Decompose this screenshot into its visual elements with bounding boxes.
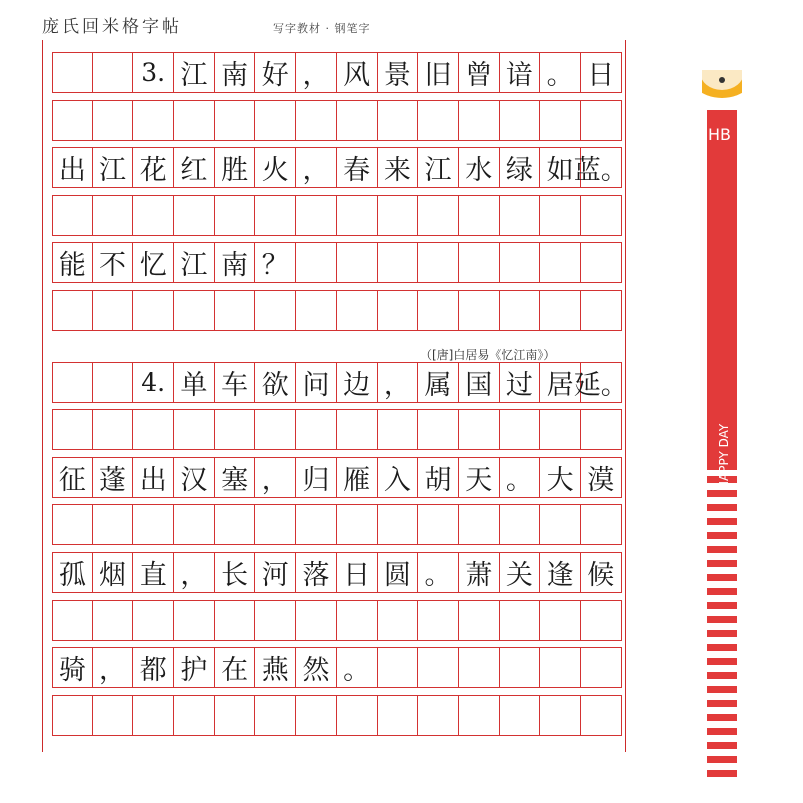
- grid-row: [52, 362, 628, 403]
- grid-cell: 车: [215, 362, 256, 403]
- grid-cell: 萧: [459, 552, 500, 593]
- grid-cell: 孤: [52, 552, 93, 593]
- grid-cell: [459, 100, 500, 141]
- grid-cell: [459, 504, 500, 545]
- grid-cell: [337, 600, 378, 641]
- grid-cell: [296, 195, 337, 236]
- grid-cell: [418, 409, 459, 450]
- pencil-striped-body: [707, 470, 737, 782]
- grid-cell: [540, 695, 581, 736]
- grid-cell: 候: [581, 552, 622, 593]
- grid-cell: [500, 600, 541, 641]
- grid-cell: [52, 290, 93, 331]
- grid-cell: 圆: [378, 552, 419, 593]
- grid-cell: [93, 100, 134, 141]
- grid-cell: 日: [581, 52, 622, 93]
- grid-cell: [93, 504, 134, 545]
- grid-cell: [337, 695, 378, 736]
- grid-cell: [133, 195, 174, 236]
- grid-cell: [500, 504, 541, 545]
- grid-cell: [581, 600, 622, 641]
- pencil-side-label: HAPPY DAY: [717, 423, 731, 490]
- grid-cell: [378, 409, 419, 450]
- grid-cell: [581, 290, 622, 331]
- grid-cell: [459, 290, 500, 331]
- grid-cell: 南: [215, 52, 256, 93]
- grid-cell: [540, 600, 581, 641]
- grid-cell: 旧: [418, 52, 459, 93]
- grid-cell: 塞: [215, 457, 256, 498]
- grid-cell: 红: [174, 147, 215, 188]
- grid-row: [52, 100, 622, 141]
- grid-cell: [459, 242, 500, 283]
- grid-cell: 在: [215, 647, 256, 688]
- grid-cell: [418, 504, 459, 545]
- grid-cell: [133, 695, 174, 736]
- grid-row: [52, 457, 622, 498]
- grid-cell: [133, 290, 174, 331]
- grid-cell: [581, 100, 622, 141]
- grid-cell: 都: [133, 647, 174, 688]
- grid-cell: [459, 647, 500, 688]
- grid-cell: 单: [174, 362, 215, 403]
- pencil-body: [707, 110, 737, 470]
- pencil-grade-label: HB: [708, 125, 732, 144]
- grid-cell: [174, 504, 215, 545]
- grid-cell: [133, 409, 174, 450]
- grid-cell: [378, 195, 419, 236]
- grid-cell: 征: [52, 457, 93, 498]
- grid-cell: [540, 647, 581, 688]
- grid-cell: [500, 647, 541, 688]
- grid-cell: 入: [378, 457, 419, 498]
- grid-cell: 问: [296, 362, 337, 403]
- grid-cell: 蓝。: [581, 147, 622, 188]
- grid-cell: 居: [540, 362, 581, 403]
- grid-cell: [459, 600, 500, 641]
- grid-cell: [378, 600, 419, 641]
- grid-row: [52, 695, 622, 736]
- grid-cell: [255, 600, 296, 641]
- grid-cell: ？: [255, 242, 296, 283]
- sheet-subtitle: 写字教材 · 钢笔字: [273, 22, 371, 35]
- grid-cell: 不: [93, 242, 134, 283]
- grid-row: [52, 552, 622, 593]
- grid-cell: [174, 195, 215, 236]
- grid-cell: 过: [500, 362, 541, 403]
- grid-cell: 落: [296, 552, 337, 593]
- grid-cell: 逢: [540, 552, 581, 593]
- grid-cell: 关: [500, 552, 541, 593]
- grid-cell: 骑: [52, 647, 93, 688]
- grid-cell: 。: [418, 552, 459, 593]
- grid-cell: [459, 195, 500, 236]
- grid-cell: 谙: [500, 52, 541, 93]
- grid-cell: 江: [93, 147, 134, 188]
- grid-cell: 雁: [337, 457, 378, 498]
- grid-cell: 花: [133, 147, 174, 188]
- grid-cell: 出: [52, 147, 93, 188]
- grid-cell: 延。: [581, 362, 622, 403]
- grid-cell: 直: [133, 552, 174, 593]
- grid-cell: 如: [540, 147, 581, 188]
- grid-cell: [500, 695, 541, 736]
- grid-cell: [581, 647, 622, 688]
- grid-cell: 江: [174, 242, 215, 283]
- grid-cell: [337, 100, 378, 141]
- grid-cell: 欲: [255, 362, 296, 403]
- grid-cell: [581, 242, 622, 283]
- poem-attribution: （[唐]白居易《忆江南》）: [420, 348, 556, 362]
- grid-cell: [215, 195, 256, 236]
- grid-cell: 属: [418, 362, 459, 403]
- grid-cell: [378, 242, 419, 283]
- grid-cell: [174, 695, 215, 736]
- grid-cell: ，: [255, 457, 296, 498]
- grid-row: [52, 647, 622, 688]
- grid-cell: 漠: [581, 457, 622, 498]
- grid-cell: 天: [459, 457, 500, 498]
- grid-cell: [337, 290, 378, 331]
- grid-cell: 日: [337, 552, 378, 593]
- grid-cell: [500, 290, 541, 331]
- grid-cell: [581, 195, 622, 236]
- grid-cell: 能: [52, 242, 93, 283]
- grid-cell: [296, 242, 337, 283]
- grid-cell: 烟: [93, 552, 134, 593]
- grid-cell: [296, 504, 337, 545]
- grid-cell: [52, 52, 93, 93]
- grid-cell: [581, 409, 622, 450]
- grid-row: [52, 290, 622, 331]
- grid-cell: [337, 195, 378, 236]
- grid-cell: [255, 195, 296, 236]
- grid-cell: [174, 100, 215, 141]
- grid-cell: [174, 409, 215, 450]
- grid-cell: [459, 409, 500, 450]
- pencil-illustration: [702, 70, 742, 782]
- grid-cell: [215, 100, 256, 141]
- fox-eraser-icon: [702, 70, 742, 98]
- grid-cell: [296, 600, 337, 641]
- grid-cell: [418, 647, 459, 688]
- grid-cell: [255, 290, 296, 331]
- grid-cell: 胜: [215, 147, 256, 188]
- grid-row: [52, 195, 622, 236]
- grid-cell: [93, 409, 134, 450]
- grid-cell: [93, 52, 134, 93]
- grid-cell: [418, 695, 459, 736]
- grid-cell: 绿: [500, 147, 541, 188]
- grid-cell: [540, 409, 581, 450]
- grid-cell: [52, 100, 93, 141]
- grid-cell: 4.: [133, 362, 174, 403]
- grid-cell: 大: [540, 457, 581, 498]
- grid-cell: [540, 242, 581, 283]
- grid-cell: [418, 195, 459, 236]
- grid-cell: [255, 504, 296, 545]
- grid-cell: 汉: [174, 457, 215, 498]
- grid-cell: 蓬: [93, 457, 134, 498]
- grid-cell: 来: [378, 147, 419, 188]
- grid-cell: ，: [93, 647, 134, 688]
- grid-cell: [296, 695, 337, 736]
- grid-cell: [215, 504, 256, 545]
- grid-cell: [378, 504, 419, 545]
- grid-cell: [418, 290, 459, 331]
- grid-cell: [93, 362, 134, 403]
- grid-cell: [540, 504, 581, 545]
- grid-cell: ，: [174, 552, 215, 593]
- grid-cell: 水: [459, 147, 500, 188]
- grid-cell: [540, 195, 581, 236]
- grid-cell: ，: [378, 362, 419, 403]
- grid-cell: [337, 242, 378, 283]
- grid-cell: 归: [296, 457, 337, 498]
- grid-cell: [459, 695, 500, 736]
- grid-cell: 。: [540, 52, 581, 93]
- grid-row: [52, 147, 628, 188]
- grid-cell: [296, 100, 337, 141]
- grid-cell: [215, 409, 256, 450]
- grid-cell: [500, 242, 541, 283]
- grid-cell: [93, 600, 134, 641]
- grid-row: [52, 409, 622, 450]
- grid-cell: [215, 290, 256, 331]
- grid-cell: [418, 600, 459, 641]
- grid-cell: [52, 409, 93, 450]
- grid-cell: [500, 100, 541, 141]
- grid-cell: 风: [337, 52, 378, 93]
- grid-cell: 燕: [255, 647, 296, 688]
- grid-cell: [255, 100, 296, 141]
- grid-cell: 胡: [418, 457, 459, 498]
- grid-cell: [418, 100, 459, 141]
- grid-cell: 忆: [133, 242, 174, 283]
- grid-cell: [215, 695, 256, 736]
- grid-cell: 江: [418, 147, 459, 188]
- grid-cell: ，: [296, 147, 337, 188]
- grid-cell: 景: [378, 52, 419, 93]
- grid-cell: 。: [337, 647, 378, 688]
- grid-cell: 国: [459, 362, 500, 403]
- grid-cell: [52, 600, 93, 641]
- grid-cell: [581, 504, 622, 545]
- grid-cell: [255, 409, 296, 450]
- grid-cell: 长: [215, 552, 256, 593]
- grid-cell: [93, 290, 134, 331]
- grid-cell: [93, 695, 134, 736]
- grid-cell: [296, 409, 337, 450]
- grid-cell: [52, 695, 93, 736]
- grid-cell: [52, 195, 93, 236]
- grid-cell: 南: [215, 242, 256, 283]
- grid-cell: [133, 100, 174, 141]
- grid-cell: [52, 504, 93, 545]
- grid-cell: [378, 290, 419, 331]
- grid-row: [52, 52, 622, 93]
- sheet-title: 庞氏回米格字帖: [42, 17, 182, 37]
- grid-cell: [500, 195, 541, 236]
- grid-cell: [133, 600, 174, 641]
- grid-row: [52, 504, 622, 545]
- grid-cell: [133, 504, 174, 545]
- grid-cell: 护: [174, 647, 215, 688]
- grid-cell: [52, 362, 93, 403]
- grid-cell: 出: [133, 457, 174, 498]
- grid-cell: 3.: [133, 52, 174, 93]
- grid-cell: [581, 695, 622, 736]
- grid-row: [52, 600, 622, 641]
- grid-row: [52, 242, 622, 283]
- grid-cell: 好: [255, 52, 296, 93]
- grid-cell: [378, 695, 419, 736]
- grid-cell: [93, 195, 134, 236]
- grid-cell: [174, 290, 215, 331]
- grid-cell: [500, 409, 541, 450]
- grid-cell: 曾: [459, 52, 500, 93]
- grid-cell: [337, 409, 378, 450]
- grid-cell: 边: [337, 362, 378, 403]
- grid-cell: [215, 600, 256, 641]
- grid-cell: [378, 100, 419, 141]
- grid-cell: 江: [174, 52, 215, 93]
- grid-cell: [337, 504, 378, 545]
- grid-cell: [174, 600, 215, 641]
- grid-cell: 河: [255, 552, 296, 593]
- grid-cell: [540, 100, 581, 141]
- grid-cell: 然: [296, 647, 337, 688]
- grid-cell: ，: [296, 52, 337, 93]
- grid-cell: [378, 647, 419, 688]
- grid-cell: [418, 242, 459, 283]
- grid-cell: 火: [255, 147, 296, 188]
- grid-cell: [296, 290, 337, 331]
- grid-cell: 。: [500, 457, 541, 498]
- grid-cell: 春: [337, 147, 378, 188]
- grid-cell: [255, 695, 296, 736]
- grid-cell: [540, 290, 581, 331]
